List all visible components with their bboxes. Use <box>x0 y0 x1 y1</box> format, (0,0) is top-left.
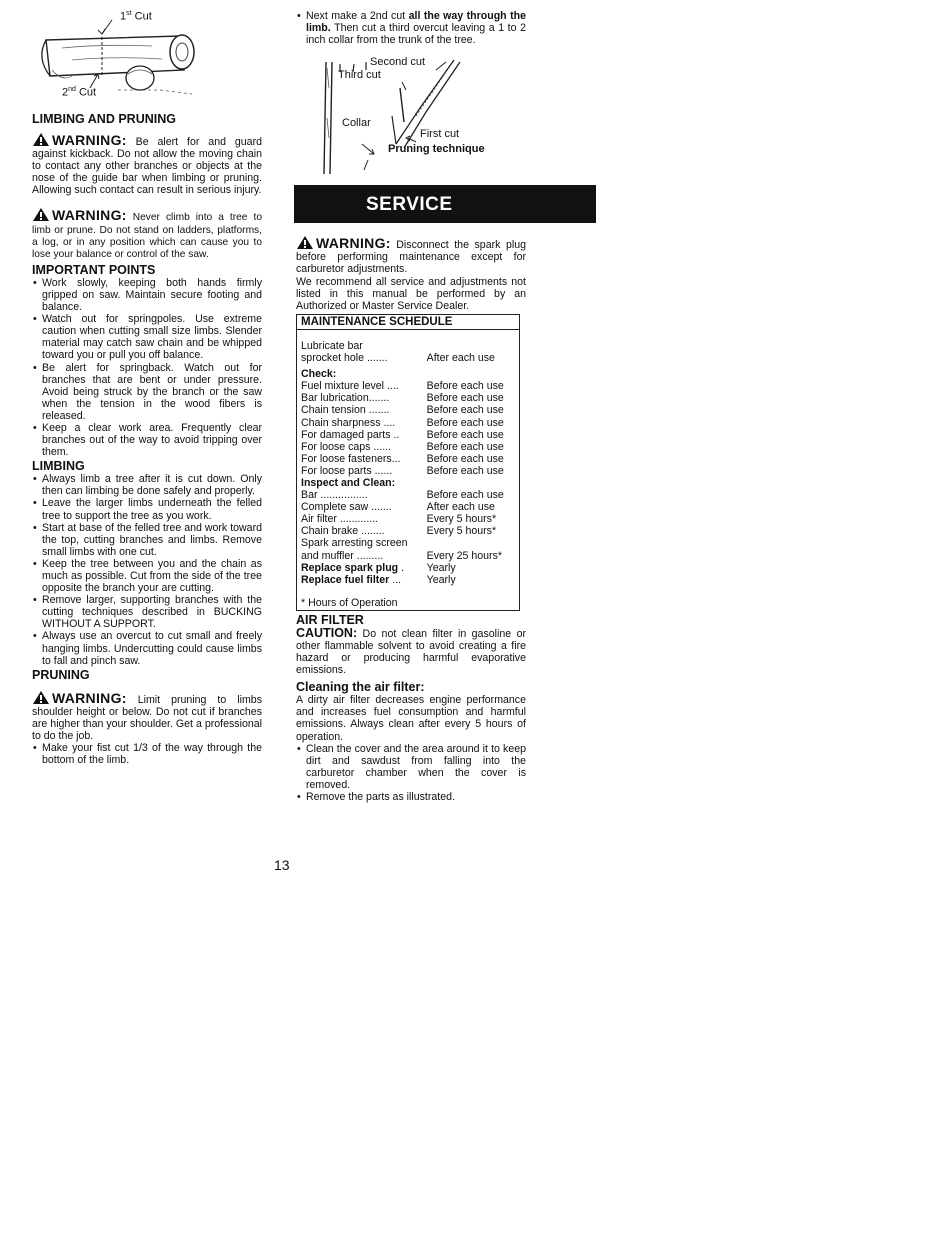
table-row: Complete saw ....... After each use <box>301 501 495 514</box>
pruning-list <box>32 742 262 766</box>
spark-plug-warning <box>296 235 526 275</box>
service-banner: SERVICE <box>294 185 596 223</box>
footnote: * Hours of Operation <box>301 596 398 609</box>
second-cut-label: 2nd Cut <box>62 86 97 99</box>
warning-title: WARNING: <box>52 689 127 706</box>
left-column <box>32 0 262 766</box>
table-row: sprocket hole ....... After each use <box>301 352 495 365</box>
table-row: For loose parts ...... Before each use <box>301 464 504 477</box>
climbing-warning <box>32 207 262 260</box>
list-item: • Start at base of the felled tree and work toward the top, cutting branches and limbs. Remove small limbs with one cut. <box>32 522 262 558</box>
warning-title: WARNING: <box>52 207 127 224</box>
warning-triangle-icon <box>296 235 314 250</box>
warning-text: Be alert for and guard against kickback. Do not allow the moving chain to contact any other branches or objects at the nose of the guide bar when limbing or pruning. Allowing such contact can result in serious injury. <box>32 136 262 197</box>
first-cut-label: 1st Cut <box>120 10 152 23</box>
inspect-heading: Inspect and Clean: <box>301 476 396 489</box>
warning-triangle-icon <box>32 207 50 222</box>
list-item: • Always limb a tree after it is cut down. Only then can limbing be done safely and properly. <box>32 473 262 497</box>
table-row: Fuel mixture level .... Before each use <box>301 380 504 393</box>
list-item: • Remove larger, supporting branches with the cutting techniques described in BUCKING WITHOUT A SUPPORT. <box>32 594 262 630</box>
limbing-heading: LIMBING <box>32 459 85 474</box>
air-filter-caution: CAUTION: Do not clean filter in gasoline or other flammable solvent to avoid creating a fire hazard or producing harmful evaporative emissions. <box>296 625 526 677</box>
table-row: Chain brake ........ Every 5 hours* <box>301 525 497 538</box>
list-item: • Remove the parts as illustrated. <box>296 791 526 803</box>
maintenance-schedule-heading: MAINTENANCE SCHEDULE <box>297 314 520 329</box>
log-cut-figure <box>32 4 262 110</box>
list-item: • Always use an overcut to cut small and freely hanging limbs. Undercutting could cause limbs to fall and pinch saw. <box>32 630 262 666</box>
page-number: 13 <box>274 857 290 873</box>
cleaning-list <box>296 743 526 803</box>
kickback-warning <box>32 132 262 196</box>
important-points-list <box>32 277 262 458</box>
warning-text: Disconnect the spark plug before performing maintenance except for carburetor adjustments. <box>296 239 526 276</box>
list-item: • Be alert for springback. Watch out for branches that are bent or under pressure. Avoid being struck by the branch or the saw when the tension in the wood fibers is released. <box>32 362 262 422</box>
collar-label: Collar <box>342 117 371 130</box>
pruning-continued-list <box>296 10 526 46</box>
second-cut-label: Second cut <box>370 56 426 69</box>
check-heading: Check: <box>301 368 337 381</box>
right-column <box>296 0 526 803</box>
warning-triangle-icon <box>32 132 50 147</box>
table-row: Bar ................ Before each use <box>301 489 504 502</box>
warning-text: Never climb into a tree to limb or prune. Do not stand on ladders, platforms, a log, or in any position which can cause you to lose your balance or control of the saw. <box>32 212 262 260</box>
table-row: and muffler ......... Every 25 hours* <box>301 549 502 562</box>
table-row: For damaged parts .. Before each use <box>301 428 504 441</box>
list-item: • Watch out for springpoles. Use extreme caution when cutting small size limbs. Slender material may catch saw chain and be whipped toward you or pull you off balance. <box>32 313 262 361</box>
table-row: Chain sharpness .... Before each use <box>301 416 504 429</box>
warning-title: WARNING: <box>52 132 127 148</box>
table-row: For loose fasteners... Before each use <box>301 452 504 465</box>
list-item: • Keep the tree between you and the chain as much as possible. Cut from the side of the tree opposite the branch your are cutting. <box>32 558 262 594</box>
third-cut-label: Third cut <box>338 69 381 82</box>
maintenance-schedule-table <box>296 314 520 611</box>
warning-title: WARNING: <box>316 235 391 252</box>
limbing-pruning-heading: LIMBING AND PRUNING <box>32 112 176 126</box>
lubricate-line: Lubricate bar <box>301 339 363 352</box>
spark-line: Spark arresting screen <box>301 537 408 550</box>
first-cut-label: First cut <box>420 128 460 141</box>
warning-text: Limit pruning to limbs shoulder height or below. Do not cut if branches are higher than your shoulder. Get a professional to do the job. <box>32 693 262 743</box>
limbing-list <box>32 473 262 667</box>
table-row: Bar lubrication....... Before each use <box>301 392 504 405</box>
figure-caption: Pruning technique <box>388 143 485 156</box>
service-intro: We recommend all service and adjustments not listed in this manual be performed by an Authorized or Master Service Dealer. <box>296 275 526 312</box>
list-item: • Next make a 2nd cut all the way through the limb. Then cut a third overcut leaving a 1 to 2 inch collar from the trunk of the tree. <box>296 10 526 46</box>
table-row: Air filter ............. Every 5 hours* <box>301 513 497 526</box>
list-item: • Clean the cover and the area around it to keep dirt and sawdust from falling into the carburetor chamber when the cover is removed. <box>296 743 526 791</box>
table-row: For loose caps ...... Before each use <box>301 440 504 453</box>
cleaning-heading: Cleaning the air filter: <box>296 680 425 695</box>
warning-triangle-icon <box>32 690 50 705</box>
important-points-heading: IMPORTANT POINTS <box>32 262 156 277</box>
table-row: Replace spark plug . Yearly <box>301 561 456 574</box>
pruning-warning <box>32 690 262 742</box>
air-filter-heading: AIR FILTER <box>296 612 364 627</box>
list-item: • Work slowly, keeping both hands firmly gripped on saw. Maintain secure footing and balance. <box>32 277 262 313</box>
list-item: • Make your fist cut 1/3 of the way through the bottom of the limb. <box>32 742 262 766</box>
pruning-technique-figure <box>296 48 526 176</box>
table-row: Replace fuel filter ... Yearly <box>301 573 456 586</box>
list-item: • Leave the larger limbs underneath the felled tree to support the tree as you work. <box>32 497 262 521</box>
pruning-heading: PRUNING <box>32 667 90 682</box>
list-item: • Keep a clear work area. Frequently clear branches out of the way to avoid tripping over them. <box>32 422 262 458</box>
cleaning-text: A dirty air filter decreases engine performance and increases fuel consumption and harmful emissions. Always clean after every 5 hours of operation. <box>296 694 526 743</box>
table-row: Chain tension ....... Before each use <box>301 404 504 417</box>
